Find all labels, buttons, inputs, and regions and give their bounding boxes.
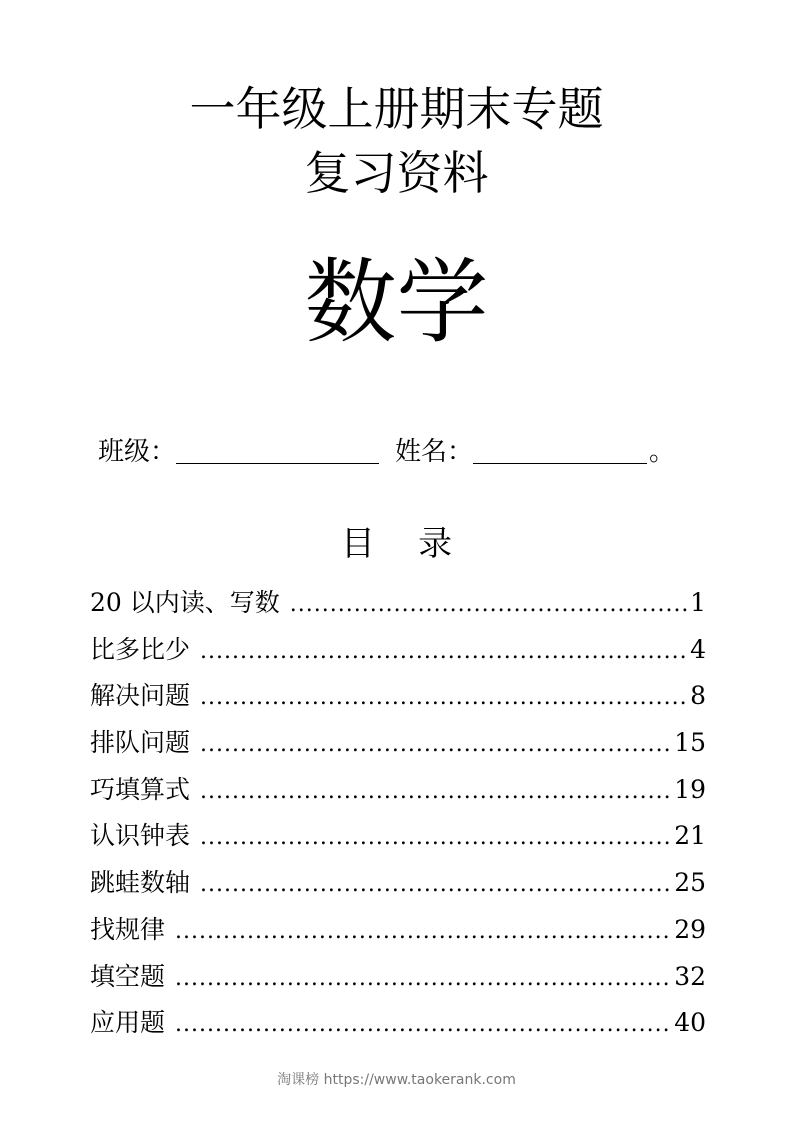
toc-item [90, 676, 706, 723]
toc-item-page: 4 [690, 634, 706, 664]
toc-leader-dots [200, 865, 672, 905]
toc-item-label: 应用题 [90, 1008, 166, 1038]
toc-item-page: 29 [674, 914, 706, 944]
toc-item-page: 19 [674, 774, 706, 804]
toc-item-label: 跳蛙数轴 [90, 868, 191, 898]
toc-item [90, 1003, 706, 1050]
toc-item-page: 32 [674, 961, 706, 991]
toc-heading: 目 录 [340, 524, 453, 564]
toc-item-label: 找规律 [90, 914, 166, 944]
document-title-line-2: 复习资料 [304, 146, 489, 200]
toc-item-label: 比多比少 [90, 634, 191, 664]
toc-item [90, 630, 706, 677]
toc-item-label: 巧填算式 [90, 774, 191, 804]
subject-title: 数学 [304, 249, 489, 356]
toc-leader-dots [200, 725, 672, 765]
document-title-line-1: 一年级上册期末专题 [189, 82, 604, 136]
toc-item-page: 40 [674, 1008, 706, 1038]
toc-item-page: 15 [674, 728, 706, 758]
toc-leader-dots [175, 912, 672, 952]
toc-item-label: 解决问题 [90, 681, 191, 711]
toc-item-label: 认识钟表 [90, 821, 191, 851]
name-label: 姓名： [395, 437, 474, 467]
class-blank-line[interactable] [176, 433, 379, 464]
toc-item-page: 25 [674, 868, 706, 898]
toc-item-label: 排队问题 [90, 728, 191, 758]
toc-leader-dots [175, 959, 672, 999]
toc-item-page: 8 [690, 681, 706, 711]
toc-leader-dots [290, 585, 688, 625]
toc-leader-dots [200, 818, 672, 858]
class-label: 班级： [98, 437, 177, 467]
end-mark: 。 [649, 437, 676, 467]
toc-item-page: 21 [674, 821, 706, 851]
toc-item [90, 770, 706, 817]
table-of-contents [90, 583, 706, 1050]
toc-item [90, 910, 706, 957]
toc-item [90, 957, 706, 1004]
toc-leader-dots [175, 1005, 672, 1045]
toc-item-label: 填空题 [90, 961, 166, 991]
footer-watermark: 淘课榜 https://www.taokerank.com [277, 1072, 516, 1088]
toc-item-page: 1 [690, 588, 706, 617]
toc-leader-dots [200, 632, 688, 672]
toc-item [90, 816, 706, 863]
toc-item-label: 20 以内读、写数 [90, 588, 280, 617]
name-blank-line[interactable] [473, 433, 647, 464]
student-info-row [98, 432, 675, 472]
toc-item [90, 583, 706, 630]
toc-item [90, 863, 706, 910]
toc-leader-dots [200, 678, 688, 718]
toc-item [90, 723, 706, 770]
toc-leader-dots [200, 772, 672, 812]
